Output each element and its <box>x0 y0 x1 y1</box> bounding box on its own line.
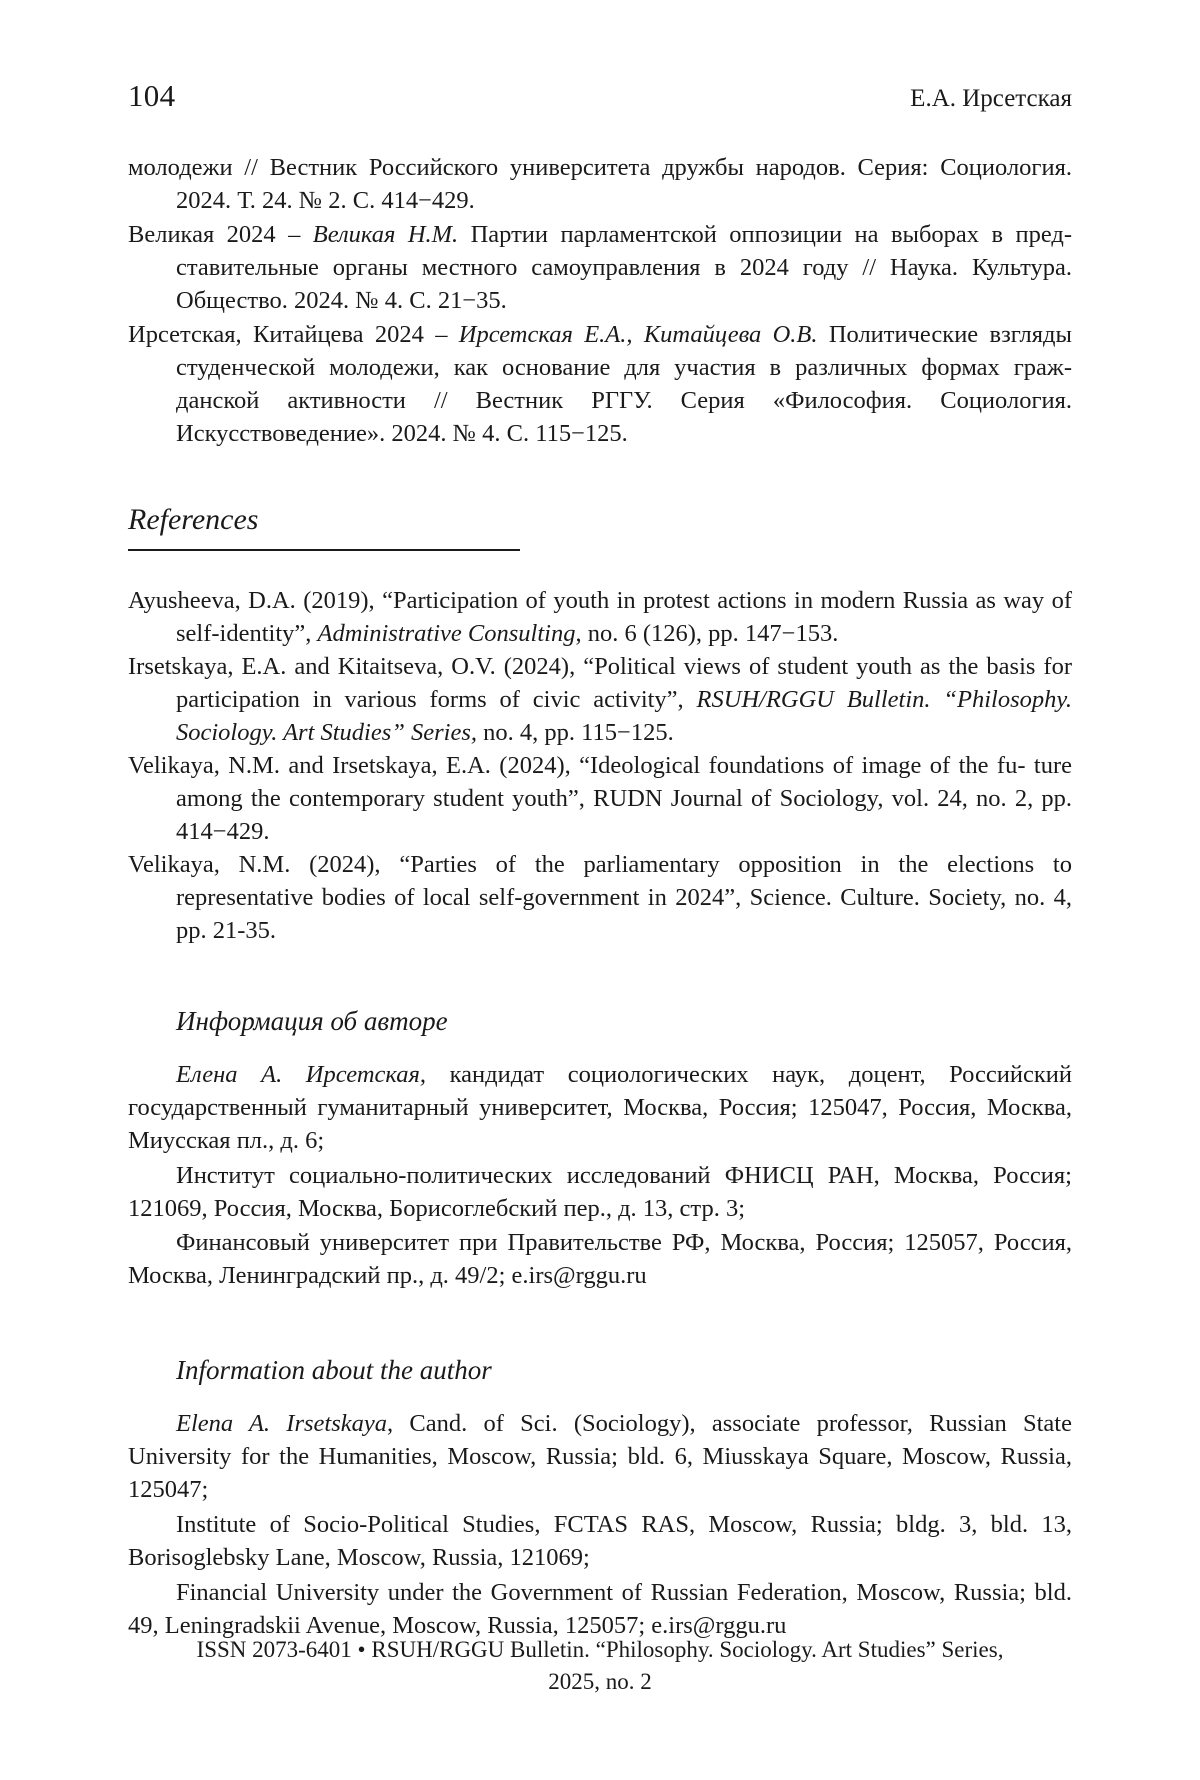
page-footer <box>128 1634 1072 1697</box>
bibliography-entry: Ирсетская, Китайцева 2024 – Ирсетская Е.А., Китайцева О.В. Политические взгляды студенческой молодежи, как основание для участия в различных формах граж- данской активности // Вестник РГГУ. Серия «Философия. Социология. Искусствоведение». 2024. № 4. С. 115−125. <box>128 320 1072 447</box>
author-info-paragraph: Institute of Socio-Political Studies, FCTAS RAS, Moscow, Russia; bldg. 3, bld. 13, Borisoglebsky Lane, Moscow, Russia, 121069; <box>128 1511 1072 1572</box>
page-content <box>128 78 1072 1645</box>
author-info-ru-body <box>128 1059 1072 1294</box>
reference-entry: Irsetskaya, E.A. and Kitaitseva, O.V. (2024), “Political views of student youth as the basis for participation in various forms of civic activity”, RSUH/RGGU Bulletin. “Philosophy. Sociology. Art Studies” Series, no. 4, pp. 115−125. <box>128 653 1073 747</box>
references-heading: References <box>128 503 259 537</box>
author-info-ru-heading: Информация об авторе <box>176 1005 448 1036</box>
references-list <box>128 585 1072 947</box>
author-info-en-body <box>128 1408 1072 1643</box>
reference-entry: Velikaya, N.M. (2024), “Parties of the parliamentary opposition in the elections to representative bodies of local self-government in 2024”, Science. Culture. Society, no. 4, pp. 21-35. <box>128 850 1073 944</box>
bibliography-list <box>128 152 1072 450</box>
running-head-author: Е.А. Ирсетская <box>910 85 1072 112</box>
footer-line-1: ISSN 2073-6401 • RSUH/RGGU Bulletin. “Philosophy. Sociology. Art Studies” Series, <box>196 1637 1004 1662</box>
author-info-paragraph: Financial University under the Government of Russian Federation, Moscow, Russia; bld. 49, Leningradskii Avenue, Moscow, Russia, 125057; e.irs@rggu.ru <box>128 1579 1072 1639</box>
reference-entry: Ayusheeva, D.A. (2019), “Participation of youth in protest actions in modern Russia as way of self-identity”, Administrative Consulting, no. 6 (126), pp. 147−153. <box>128 587 1072 648</box>
bibliography-entry: Великая 2024 – Великая Н.М. Партии парламентской оппозиции на выборах в пред- ставительные органы местного самоуправления в 2024 году // Наука. Культура. Общество. 2024. № 4. С. 21−35. <box>128 220 1073 314</box>
author-info-paragraph: Финансовый университет при Правительстве РФ, Москва, Россия; 125057, Россия, Москва, Ленинградский пр., д. 49/2; e.irs@rggu.ru <box>128 1229 1072 1290</box>
bibliography-entry: молодежи // Вестник Российского университета дружбы народов. Серия: Социология. 2024. Т. 24. № 2. С. 414−429. <box>128 154 1072 214</box>
author-info-en-heading: Information about the author <box>176 1355 492 1386</box>
reference-entry: Velikaya, N.M. and Irsetskaya, E.A. (2024), “Ideological foundations of image of the fu- ture among the contemporary student youth”, RUDN Journal of Sociology, vol. 24, no. 2, pp. 414−429. <box>128 752 1073 845</box>
running-head <box>128 78 1072 114</box>
author-info-paragraph: Институт социально-политических исследований ФНИСЦ РАН, Москва, Россия; 121069, Россия, Москва, Борисоглебский пер., д. 13, стр. 3; <box>128 1161 1072 1222</box>
footer-line-2: 2025, no. 2 <box>548 1668 652 1694</box>
author-info-paragraph: Елена А. Ирсетская, кандидат социологических наук, доцент, Российский государственный гуманитарный университет, Москва, Россия; 125047, Россия, Москва, Миусская пл., д. 6; <box>128 1060 1072 1154</box>
page-number: 104 <box>128 78 176 113</box>
author-info-paragraph: Elena A. Irsetskaya, Cand. of Sci. (Sociology), associate professor, Russian State University for the Humanities, Moscow, Russia; bld. 6, Miusskaya Square, Moscow, Russia, 125047; <box>128 1410 1072 1504</box>
heading-rule <box>128 549 520 551</box>
